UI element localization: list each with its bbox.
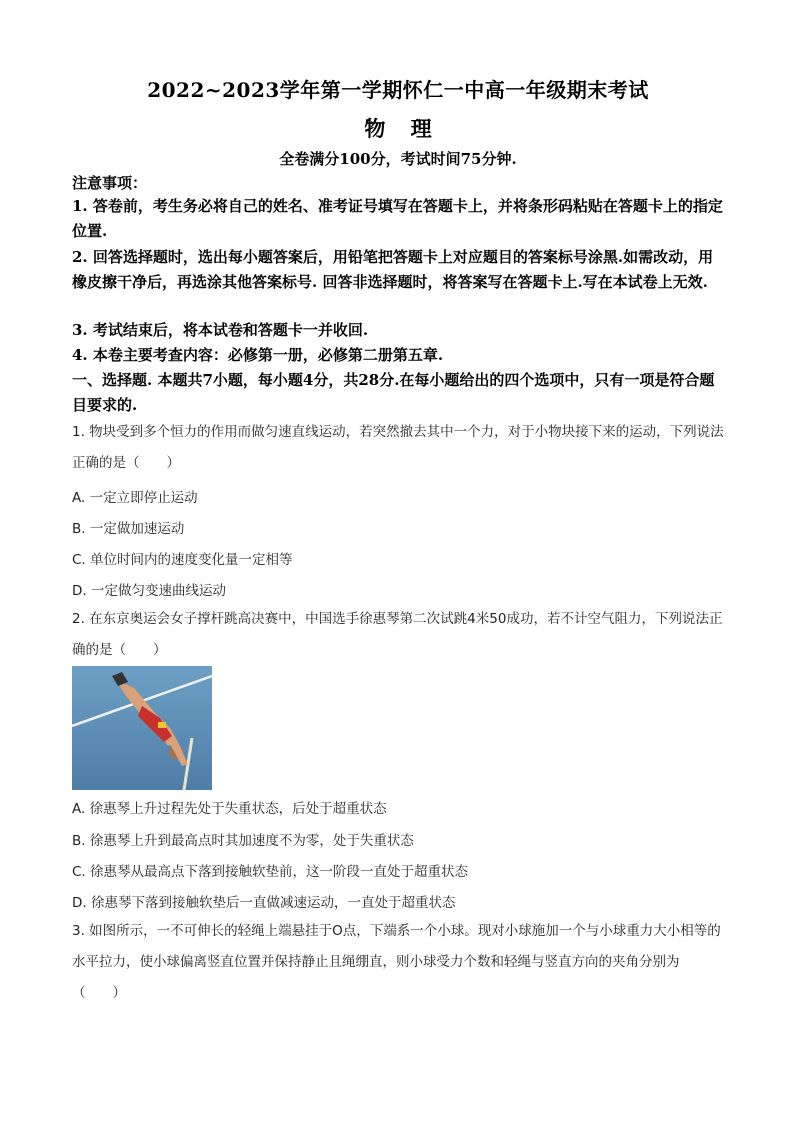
question-1-option-a: A. 一定立即停止运动 (72, 490, 198, 506)
question-1-option-b: B. 一定做加速运动 (72, 521, 185, 537)
question-2-option-c: C. 徐惠琴从最高点下落到接触软垫前，这一阶段一直处于超重状态 (72, 864, 469, 880)
notice-item-2: 2. 回答选择题时，选出每小题答案后，用铅笔把答题卡上对应题目的答案标号涂黑.如需改动，用橡皮擦干净后，再选涂其他答案标号. 回答非选择题时，将答案写在答题卡上.写在本试卷上无效. (72, 248, 714, 291)
notice-item-1: 1. 答卷前，考生务必将自己的姓名、准考证号填写在答题卡上，并将条形码粘贴在答题卡上的指定位置. (72, 197, 723, 240)
question-2-option-d: D. 徐惠琴下落到接触软垫后一直做减速运动，一直处于超重状态 (72, 895, 456, 911)
question-1-option-d: D. 一定做匀变速曲线运动 (72, 583, 226, 599)
question-2-option-a: A. 徐惠琴上升过程先处于失重状态，后处于超重状态 (72, 801, 387, 817)
score-info: 全卷满分100分，考试时间75分钟. (279, 150, 517, 168)
question-3-stem: 3. 如图所示，一不可伸长的轻绳上端悬挂于O点，下端系一个小球。现对小球施加一个与小球重力大小相等的水平拉力，使小球偏离竖直位置并保持静止且绳绷直，则小球受力个数和轻绳与竖直方向的夹角分别为（ ） (72, 923, 721, 1001)
question-1-stem: 1. 物块受到多个恒力的作用而做匀速直线运动，若突然撤去其中一个力，对于小物块接下来的运动，下列说法正确的是（ ） (72, 424, 724, 471)
subject-title: 物 理 (364, 116, 432, 141)
pole-vault-image (72, 666, 212, 790)
question-2-stem: 2. 在东京奥运会女子撑杆跳高决赛中，中国选手徐惠琴第二次试跳4米50成功，若不计空气阻力，下列说法正确的是（ ） (72, 611, 723, 658)
pole-vault-photo (72, 666, 212, 790)
question-1-option-c: C. 单位时间内的速度变化量一定相等 (72, 552, 293, 568)
notice-item-4: 4. 本卷主要考查内容：必修第一册，必修第二册第五章. (72, 346, 444, 364)
notice-heading: 注意事项： (72, 174, 148, 192)
section-heading: 一、选择题. 本题共7小题，每小题4分，共28分.在每小题给出的四个选项中，只有一项是符合题目要求的. (72, 371, 715, 414)
exam-title: 2022~2023学年第一学期怀仁一中高一年级期末考试 (147, 78, 649, 102)
question-2-option-b: B. 徐惠琴上升到最高点时其加速度不为零，处于失重状态 (72, 833, 414, 849)
notice-item-3: 3. 考试结束后，将本试卷和答题卡一并收回. (72, 321, 369, 339)
